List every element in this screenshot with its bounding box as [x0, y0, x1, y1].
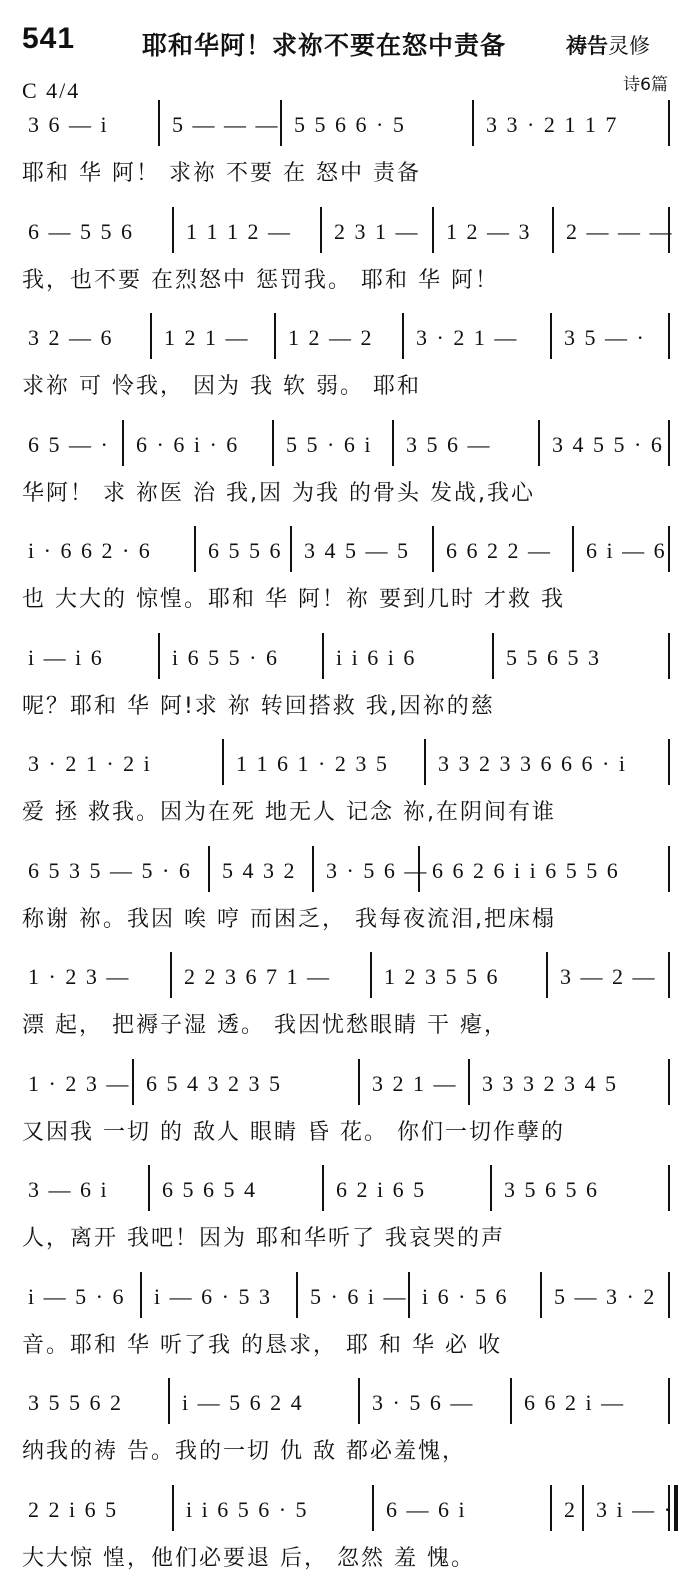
lyric-line: 音。耶和 华 听了我 的恳求， 耶 和 华 必 收	[22, 1332, 502, 1358]
scripture-source: 诗6篇	[623, 75, 668, 95]
measure-notes: i 6 · 5 6	[422, 1283, 509, 1309]
measure-notes: 6 5 4 3 2 3 5	[146, 1070, 282, 1096]
measure-notes: 6 5 6 5 4	[162, 1177, 257, 1202]
measure-notes: 5 — 3 · 2	[554, 1283, 657, 1309]
measure-notes: 2 2 i 6 5	[28, 1496, 119, 1522]
staff-system	[0, 1163, 700, 1275]
measure-notes: 3 6 — i	[28, 112, 109, 137]
staff-system	[0, 98, 700, 210]
song-category	[566, 30, 650, 60]
barline	[668, 1059, 670, 1105]
notation-line	[22, 418, 682, 470]
staff-system	[0, 1483, 700, 1595]
notation-line	[22, 844, 682, 896]
measure-notes: 3 5 6 5 6	[504, 1177, 599, 1202]
measure-notes: 1 1 6 1 · 2 3 5	[236, 751, 389, 776]
notation-line	[22, 950, 682, 1002]
staff-system	[0, 1270, 700, 1382]
measure-notes: 5 · 6 i —	[310, 1283, 408, 1309]
measure-notes: 6 — 5 5 6	[28, 218, 134, 244]
lyric-line: 又因我 一切 的 敌人 眼睛 昏 花。 你们一切作孽的	[22, 1119, 565, 1145]
measure-notes: i 6 5 5 · 6	[172, 644, 279, 670]
measure-notes: 2	[564, 1496, 577, 1522]
measure-notes: 1 · 2 3 —	[28, 964, 131, 989]
measure-notes: 5 4 3 2	[222, 857, 297, 883]
barline	[272, 420, 274, 466]
barline	[358, 1059, 360, 1105]
notation-line	[22, 311, 682, 363]
lyric-line: 漂 起， 把褥子湿 透。 我因忧愁眼睛 干 瘪，	[22, 1013, 508, 1038]
measure-notes: 3 · 2 1 · 2 i	[28, 751, 152, 776]
measure-notes: 6 6 2 6 i i 6 5 5 6	[432, 857, 620, 883]
lyric-line: 我，也不要 在烈怒中 惩罚我。 耶和 华 阿！	[22, 267, 499, 293]
barline	[132, 1059, 134, 1105]
notation-line	[22, 737, 682, 789]
measure-notes: 3 3 2 3 3 6 6 6 · i	[438, 751, 627, 776]
lyric-line: 华阿！ 求 祢医 治 我,因 为我 的骨头 发战,我心	[22, 480, 535, 506]
notation-line	[22, 1057, 682, 1109]
staff-system	[0, 311, 700, 423]
barline	[158, 100, 160, 146]
notation-line	[22, 631, 682, 683]
measure-notes: 6 i — 6	[586, 538, 667, 563]
measure-notes: 2 2 3 6 7 1 —	[184, 964, 331, 989]
notation-line	[22, 98, 682, 150]
staff-system	[0, 844, 700, 956]
barline	[490, 1165, 492, 1211]
measure-notes: 5 5 6 6 · 5	[294, 112, 406, 137]
barline	[280, 100, 282, 146]
barline	[668, 207, 670, 253]
lyric-line: 呢？耶和 华 阿!求 祢 转回搭救 我,因祢的慈	[22, 693, 495, 719]
measure-notes: 1 2 1 —	[164, 325, 250, 350]
barline	[168, 1378, 170, 1424]
lyric-line: 纳我的祷 告。我的一切 仇 敌 都必羞愧，	[22, 1439, 466, 1464]
barline	[370, 952, 372, 998]
barline	[492, 633, 494, 679]
barline	[296, 1272, 298, 1318]
barline	[418, 846, 420, 892]
barline	[158, 633, 160, 679]
measure-notes: 6 2 i 6 5	[336, 1177, 427, 1202]
barline	[122, 420, 124, 466]
barline	[432, 526, 434, 572]
barline	[408, 1272, 410, 1318]
barline	[320, 207, 322, 253]
staff-system	[0, 737, 700, 849]
measure-notes: 3 4 5 — 5	[304, 538, 410, 563]
barline	[668, 1165, 670, 1211]
measure-notes: 6 · 6 i · 6	[136, 431, 240, 457]
barline	[668, 526, 670, 572]
barline	[312, 846, 314, 892]
measure-notes: 2 3 1 —	[334, 218, 420, 244]
barline	[170, 952, 172, 998]
measure-notes: 3 5 — ·	[564, 325, 646, 350]
staff-system	[0, 418, 700, 530]
final-barline	[674, 1485, 678, 1531]
measure-notes: 3 · 5 6 —	[372, 1390, 475, 1415]
measure-notes: 3 5 5 6 2	[28, 1390, 123, 1415]
measure-notes: 3 3 · 2 1 1 7	[486, 112, 619, 137]
notation-line	[22, 1270, 682, 1322]
barline	[552, 207, 554, 253]
measure-notes: i — 5 6 2 4	[182, 1390, 304, 1415]
measure-notes: 6 — 6 i	[386, 1496, 467, 1522]
measure-notes: 2 — — —	[566, 218, 674, 244]
measure-notes: i i 6 5 6 · 5	[186, 1496, 309, 1522]
measure-notes: 3 3 3 2 3 4 5	[482, 1070, 618, 1096]
category-label: 祷告	[566, 34, 608, 58]
song-title: 耶和华阿！求祢不要在怒中责备	[142, 31, 507, 60]
barline	[668, 952, 670, 998]
barline	[172, 1485, 174, 1531]
barline	[668, 1272, 670, 1318]
lyric-line: 人，离开 我吧！因为 耶和华听了 我哀哭的声	[22, 1226, 505, 1251]
measure-notes: 3 5 6 —	[406, 431, 492, 457]
barline	[550, 313, 552, 359]
barline	[432, 207, 434, 253]
barline	[424, 739, 426, 785]
measure-notes: 3 i — ·	[596, 1496, 673, 1522]
lyric-line: 耶和 华 阿！ 求祢 不要 在 怒中 责备	[22, 161, 421, 186]
notation-line	[22, 1163, 682, 1215]
measure-notes: 6 5 3 5 — 5 · 6	[28, 857, 192, 883]
measure-notes: 6 6 2 2 —	[446, 538, 552, 563]
barline	[290, 526, 292, 572]
measure-notes: 1 1 1 2 —	[186, 218, 292, 244]
measure-notes: i — i 6	[28, 644, 104, 670]
lyric-line: 求祢 可 怜我， 因为 我 软 弱。 耶和	[22, 374, 421, 399]
barline	[358, 1378, 360, 1424]
barline	[668, 313, 670, 359]
staff-system	[0, 950, 700, 1062]
barline	[148, 1165, 150, 1211]
notation-line	[22, 524, 682, 576]
measure-notes: i i 6 i 6	[336, 644, 417, 670]
barline	[540, 1272, 542, 1318]
notation-line	[22, 205, 682, 257]
measure-notes: 3 — 6 i	[28, 1177, 109, 1202]
barline	[668, 100, 670, 146]
barline	[372, 1485, 374, 1531]
barline	[208, 846, 210, 892]
barline	[550, 1485, 552, 1531]
barline	[668, 739, 670, 785]
song-number: 541	[22, 22, 76, 55]
barline	[322, 1165, 324, 1211]
barline	[668, 1378, 670, 1424]
notation-line	[22, 1376, 682, 1428]
barline	[510, 1378, 512, 1424]
lyric-line: 称谢 祢。我因 唉 哼 而困乏， 我每夜流泪,把床榻	[22, 906, 556, 932]
barline	[582, 1485, 584, 1531]
barline	[150, 313, 152, 359]
measure-notes: 6 5 5 6	[208, 538, 283, 563]
measure-notes: i · 6 6 2 · 6	[28, 538, 152, 563]
staff-system	[0, 524, 700, 636]
lyric-line: 爱 拯 救我。因为在死 地无人 记念 祢,在阴间有谁	[22, 800, 556, 825]
staff-system	[0, 205, 700, 317]
measure-notes: 3 2 — 6	[28, 325, 114, 350]
barline	[274, 313, 276, 359]
measure-notes: 3 2 1 —	[372, 1070, 458, 1096]
barline	[572, 526, 574, 572]
lyric-line: 大大惊 惶，他们必要退 后， 忽然 羞 愧。	[22, 1545, 475, 1571]
barline	[402, 313, 404, 359]
barline	[668, 633, 670, 679]
measure-notes: 1 2 3 5 5 6	[384, 964, 500, 989]
barline	[668, 420, 670, 466]
barline	[668, 846, 670, 892]
measure-notes: 5 5 6 5 3	[506, 644, 601, 670]
staff-system	[0, 1376, 700, 1488]
song-header	[0, 22, 700, 62]
key-signature: C 4/4	[22, 78, 81, 103]
staff-system	[0, 1057, 700, 1169]
measure-notes: 3 — 2 —	[560, 964, 657, 989]
lyric-line: 也 大大的 惊惶。耶和 华 阿！祢 要到几时 才救 我	[22, 587, 565, 612]
measure-notes: 5 5 · 6 i	[286, 431, 373, 457]
measure-notes: 3 4 5 5 · 6	[552, 431, 664, 457]
barline	[392, 420, 394, 466]
measure-notes: 3 · 2 1 —	[416, 325, 519, 350]
notation-line	[22, 1483, 682, 1535]
measure-notes: i — 5 · 6	[28, 1283, 126, 1309]
measure-notes: i — 6 · 5 3	[154, 1283, 272, 1309]
staff-system	[0, 631, 700, 743]
barline	[472, 100, 474, 146]
measure-notes: 6 6 2 i —	[524, 1390, 626, 1415]
barline	[222, 739, 224, 785]
measure-notes: 3 · 5 6 —	[326, 857, 429, 883]
barline	[538, 420, 540, 466]
measure-notes: 6 5 — ·	[28, 431, 110, 457]
measure-notes: 1 2 — 3	[446, 218, 532, 244]
subcategory-label: 灵修	[608, 34, 650, 58]
barline	[468, 1059, 470, 1105]
measure-notes: 1 2 — 2	[288, 325, 374, 350]
barline	[194, 526, 196, 572]
measure-notes: 1 · 2 3 —	[28, 1070, 131, 1096]
measure-notes: 5 — — —	[172, 112, 280, 137]
barline	[140, 1272, 142, 1318]
barline	[546, 952, 548, 998]
barline	[322, 633, 324, 679]
barline	[172, 207, 174, 253]
